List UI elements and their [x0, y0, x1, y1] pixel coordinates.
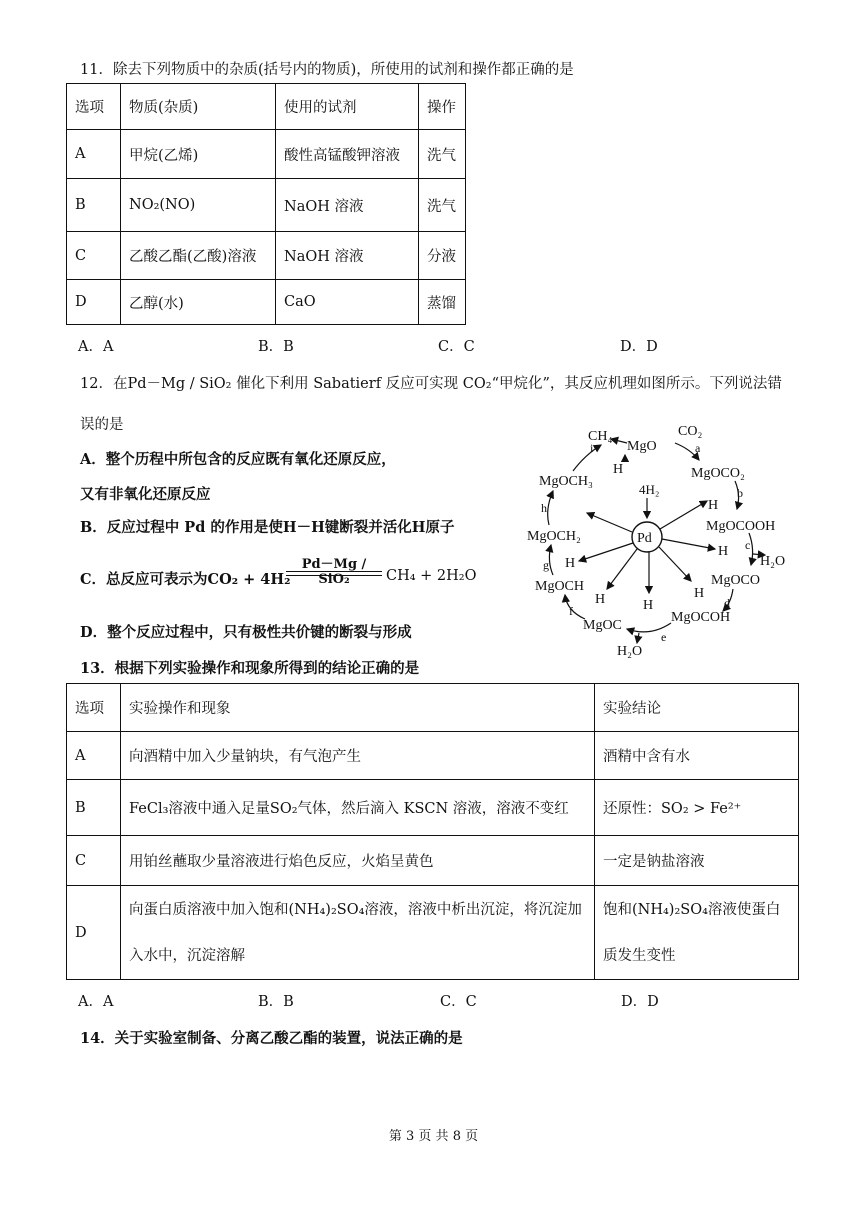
table-cell: 酸性高锰酸钾溶液: [276, 130, 419, 179]
option-b[interactable]: B．B: [258, 994, 294, 1010]
option-b[interactable]: B．B: [258, 339, 294, 355]
table-cell: FeCl₃溶液中通入足量SO₂气体，然后滴入 KSCN 溶液，溶液不变红: [121, 780, 595, 836]
q12-option-c[interactable]: [80, 568, 290, 589]
q12-stem-line1: 12．在Pd－Mg / SiO₂ 催化下利用 Sabatierf 反应可实现 CO₂“甲烷化”，其反应机理如图所示。下列说法错: [80, 376, 782, 392]
reaction-mechanism-diagram: [515, 415, 805, 665]
table-cell: 洗气: [419, 179, 466, 232]
table-header-cell: 实验结论: [595, 684, 799, 732]
table-cell: 向蛋白质溶液中加入饱和(NH₄)₂SO₄溶液，溶液中析出沉淀，将沉淀加入水中，沉淀溶解: [121, 886, 595, 980]
table-cell: A: [67, 130, 121, 179]
table-header-cell: 实验操作和现象: [121, 684, 595, 732]
option-d[interactable]: D．D: [621, 994, 659, 1010]
species-mgoco2: MgOCO₂: [691, 466, 745, 481]
step-label-b: b: [737, 486, 743, 500]
species-ch4: CH₄: [588, 429, 613, 444]
table-cell: D: [67, 280, 121, 325]
table-row: [67, 232, 466, 280]
table-cell: B: [67, 179, 121, 232]
h2-label: 4H₂: [639, 482, 660, 497]
q13-stem: 13．根据下列实验操作和现象所得到的结论正确的是: [80, 660, 420, 677]
option-c-suffix: CH₄ + 2H₂O: [386, 568, 477, 584]
option-c[interactable]: C．C: [440, 994, 477, 1010]
table-cell: 向酒精中加入少量钠块，有气泡产生: [121, 732, 595, 780]
reaction-arrow-line: [286, 575, 382, 576]
page-footer: 第 3 页 共 8 页: [388, 1129, 479, 1144]
q11-table: [66, 83, 466, 325]
reaction-arrow-line: [286, 571, 382, 572]
arrow-h2o-bottom: [637, 633, 639, 643]
q11-stem: 11．除去下列物质中的杂质(括号内的物质)，所使用的试剂和操作都正确的是: [80, 62, 574, 78]
table-row: [67, 780, 799, 836]
table-cell: CaO: [276, 280, 419, 325]
species-mgo: MgO: [627, 439, 657, 454]
table-cell: 用铂丝蘸取少量溶液进行焰色反应，火焰呈黄色: [121, 836, 595, 886]
arrow-f: [565, 595, 585, 619]
table-cell: C: [67, 232, 121, 280]
table-header-cell: 选项: [67, 684, 121, 732]
spoke: [660, 501, 707, 529]
table-cell: 蒸馏: [419, 280, 466, 325]
q13-table: [66, 683, 799, 980]
table-cell: 甲烷(乙烯): [121, 130, 276, 179]
q12-option-d[interactable]: D．整个反应过程中，只有极性共价键的断裂与形成: [80, 624, 412, 641]
reaction-condition: Pd－Mg / SiO₂: [301, 557, 367, 587]
species-co2: CO₂: [678, 424, 703, 439]
step-label-e: e: [661, 630, 667, 644]
spoke: [607, 549, 637, 589]
option-c[interactable]: C．C: [438, 339, 475, 355]
step-label-i: i: [590, 441, 594, 455]
q13-options: [78, 990, 798, 1010]
table-cell: 还原性：SO₂ > Fe²⁺: [595, 780, 799, 836]
table-header-cell: 选项: [67, 84, 121, 130]
species-mgoc: MgOC: [583, 618, 622, 633]
arrow-h: [548, 491, 553, 525]
species-mgocooh: MgOCOOH: [706, 519, 776, 534]
arrow-i-in: [573, 445, 601, 471]
species-mgoch: MgOCH: [535, 579, 585, 594]
option-a[interactable]: A．A: [78, 339, 114, 355]
spoke: [587, 513, 632, 532]
step-label-f: f: [569, 604, 573, 618]
step-label-d: d: [724, 596, 730, 610]
h-atom: H: [718, 544, 729, 559]
table-header-cell: 操作: [419, 84, 466, 130]
species-mgocoh: MgOCOH: [671, 610, 731, 625]
table-cell: B: [67, 780, 121, 836]
table-header-row: [67, 684, 799, 732]
table-cell: 乙醇(水): [121, 280, 276, 325]
table-cell: D: [67, 886, 121, 980]
q14-stem: 14．关于实验室制备、分离乙酸乙酯的装置，说法正确的是: [80, 1030, 463, 1047]
table-row: [67, 130, 466, 179]
step-label-g: g: [543, 558, 549, 572]
species-h2o-right: H₂O: [760, 554, 786, 569]
option-d[interactable]: D．D: [620, 339, 658, 355]
q12-option-b[interactable]: B．反应过程中 Pd 的作用是使H－H键断裂并活化H原子: [80, 519, 455, 536]
table-row: [67, 280, 466, 325]
table-cell: NaOH 溶液: [276, 179, 419, 232]
h-atom: H: [565, 556, 576, 571]
table-cell: 乙酸乙酯(乙酸)溶液: [121, 232, 276, 280]
step-label-a: a: [695, 441, 701, 455]
step-label-c: c: [745, 538, 751, 552]
q12-option-a-cont: 又有非氧化还原反应: [80, 486, 211, 503]
option-a[interactable]: A．A: [78, 994, 114, 1010]
table-header-cell: 使用的试剂: [276, 84, 419, 130]
q12-option-a[interactable]: A．整个历程中所包含的反应既有氧化还原反应，: [80, 451, 396, 468]
table-cell: 一定是钠盐溶液: [595, 836, 799, 886]
h-atom: H: [643, 598, 654, 613]
h-atom: H: [708, 498, 719, 513]
table-header-row: [67, 84, 466, 130]
table-cell: NaOH 溶液: [276, 232, 419, 280]
arrow-g: [549, 545, 553, 575]
table-cell: C: [67, 836, 121, 886]
table-row: [67, 836, 799, 886]
species-mgoch3: MgOCH₃: [539, 474, 593, 489]
h-atom: H: [595, 592, 606, 607]
q11-options: [78, 335, 798, 355]
table-cell: A: [67, 732, 121, 780]
table-cell: 饱和(NH₄)₂SO₄溶液使蛋白质发生变性: [595, 886, 799, 980]
spoke: [662, 539, 715, 549]
arrow-i: [611, 439, 627, 443]
table-header-cell: 物质(杂质): [121, 84, 276, 130]
spoke: [659, 547, 691, 581]
h-atom: H: [694, 586, 705, 601]
table-row: [67, 886, 799, 980]
pd-label: Pd: [637, 531, 652, 546]
table-row: [67, 732, 799, 780]
step-label-h: h: [541, 501, 547, 515]
species-mgoch2: MgOCH₂: [527, 529, 581, 544]
species-mgoco: MgOCO: [711, 573, 761, 588]
table-cell: 酒精中含有水: [595, 732, 799, 780]
table-cell: NO₂(NO): [121, 179, 276, 232]
q12-stem-line2: 误的是: [80, 417, 124, 433]
species-h2o-bottom: H₂O: [617, 644, 643, 659]
table-cell: 洗气: [419, 130, 466, 179]
table-cell: 分液: [419, 232, 466, 280]
table-row: [67, 179, 466, 232]
h-atom: H: [613, 462, 624, 477]
spoke: [579, 543, 633, 561]
option-c-prefix: C．总反应可表示为CO₂ + 4H₂: [80, 571, 291, 588]
